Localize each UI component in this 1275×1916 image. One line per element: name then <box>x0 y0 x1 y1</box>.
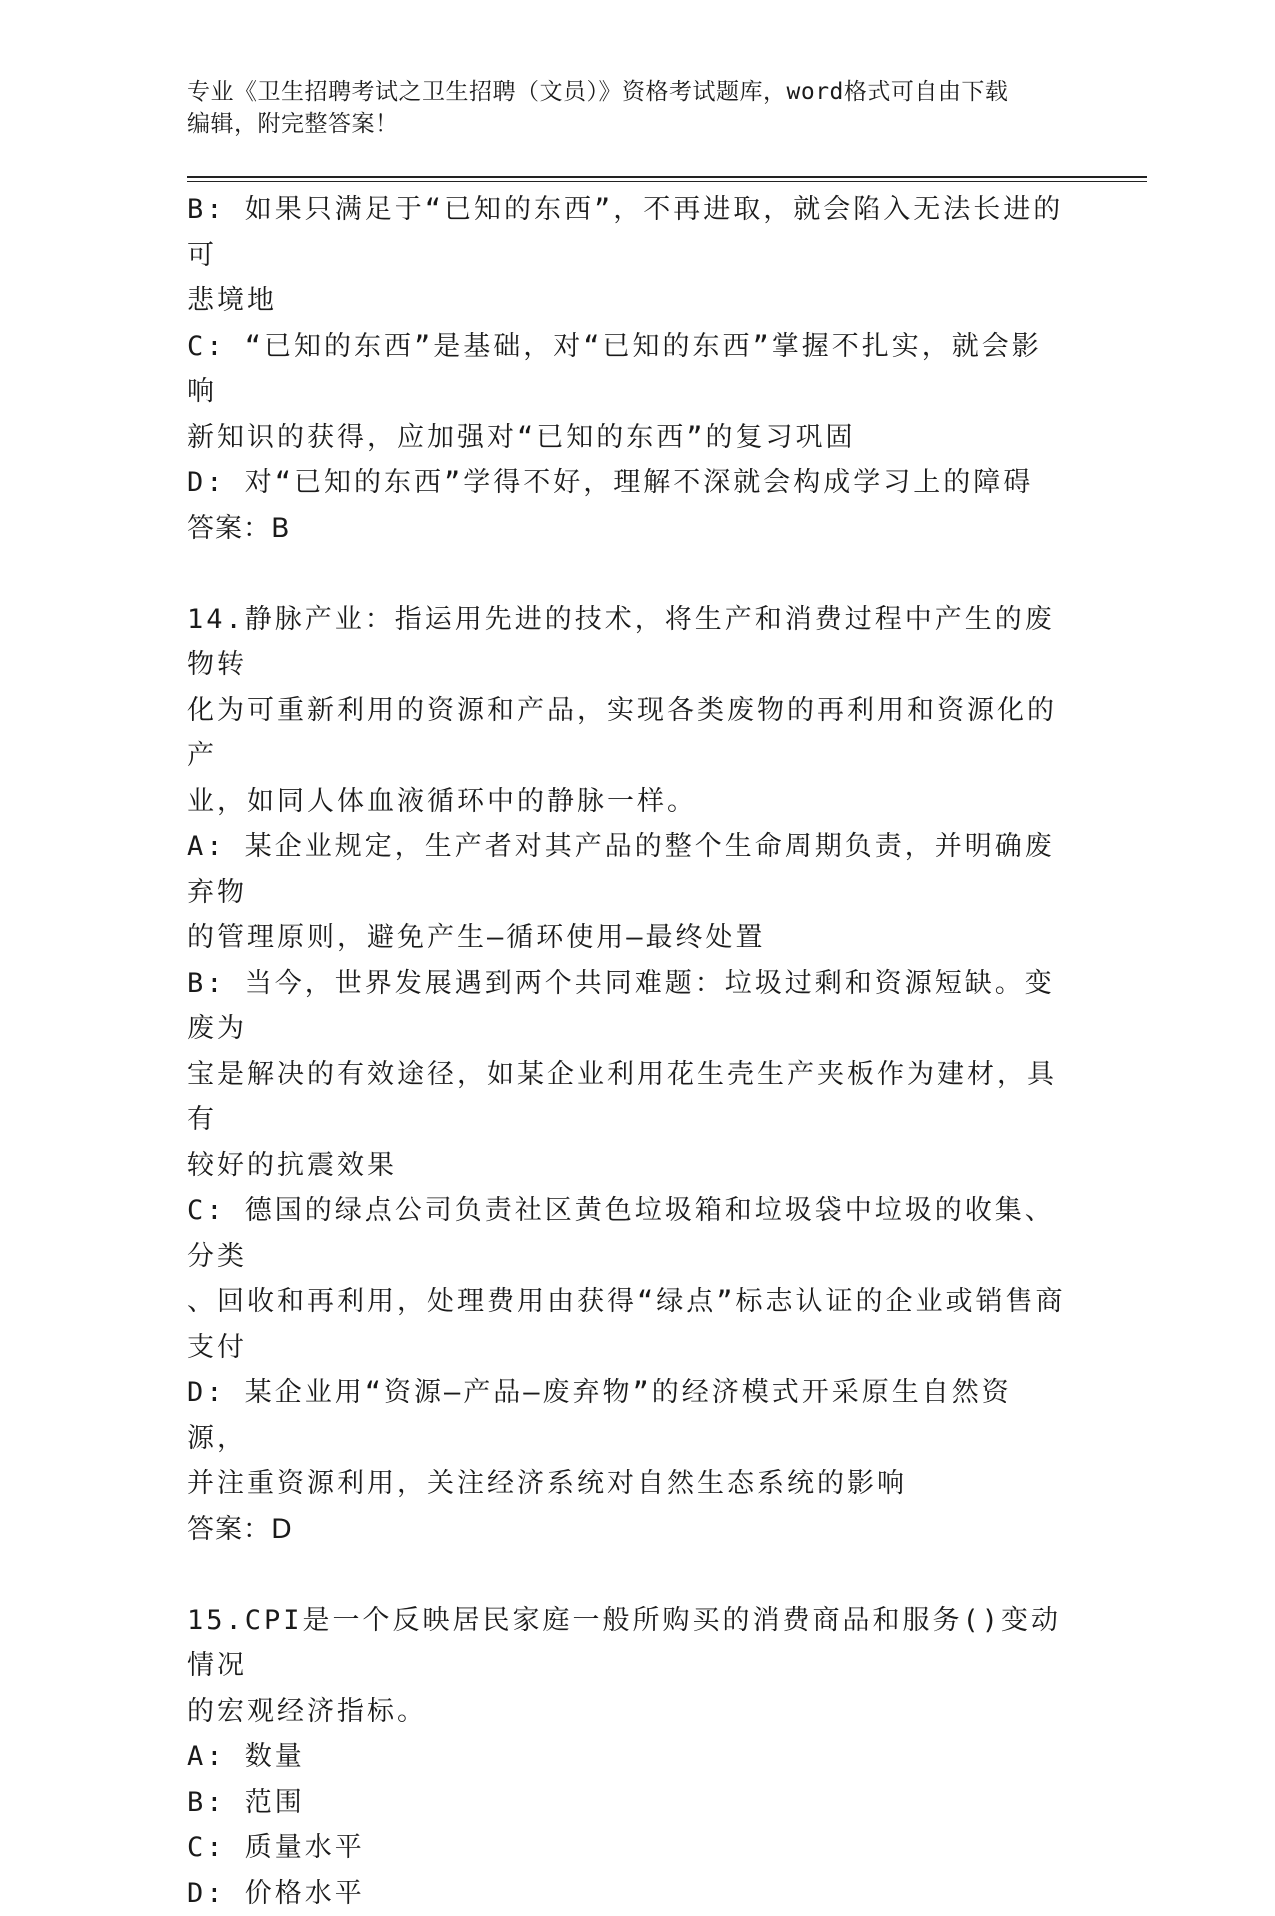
option-c: C: 质量水平 <box>187 1825 1067 1871</box>
header-line-2: 编辑，附完整答案！ <box>187 108 1067 140</box>
option-c-cont: 支付 <box>187 1325 1067 1371</box>
option-d-cont: 并注重资源利用，关注经济系统对自然生态系统的影响 <box>187 1461 1067 1507</box>
option-a-cont: 的管理原则，避免产生—循环使用—最终处置 <box>187 915 1067 961</box>
question-stem: 14.静脉产业：指运用先进的技术，将生产和消费过程中产生的废物转 <box>187 597 1067 688</box>
document-header <box>187 76 1067 140</box>
option-c-cont: 新知识的获得，应加强对“已知的东西”的复习巩固 <box>187 415 1067 461</box>
question-15 <box>187 1598 1067 1916</box>
option-b-cont: 宝是解决的有效途径，如某企业利用花生壳生产夹板作为建材，具有 <box>187 1052 1067 1143</box>
question-13-continued <box>187 187 1067 551</box>
header-line-1: 专业《卫生招聘考试之卫生招聘（文员）》资格考试题库，word格式可自由下载 <box>187 76 1067 108</box>
option-b: B: 当今，世界发展遇到两个共同难题：垃圾过剩和资源短缺。变废为 <box>187 961 1067 1052</box>
option-b: B: 如果只满足于“已知的东西”，不再进取，就会陷入无法长进的可 <box>187 187 1067 278</box>
spacer <box>187 551 1067 597</box>
question-stem-cont: 业，如同人体血液循环中的静脉一样。 <box>187 779 1067 825</box>
question-content <box>187 187 1067 1916</box>
document-page <box>187 0 1147 1650</box>
option-d: D: 某企业用“资源—产品—废弃物”的经济模式开采原生自然资源， <box>187 1370 1067 1461</box>
option-c: C: “已知的东西”是基础，对“已知的东西”掌握不扎实，就会影响 <box>187 324 1067 415</box>
option-c-cont: 、回收和再利用，处理费用由获得“绿点”标志认证的企业或销售商 <box>187 1279 1067 1325</box>
spacer <box>187 1552 1067 1598</box>
header-divider-thin <box>187 181 1147 182</box>
option-d: D: 价格水平 <box>187 1871 1067 1916</box>
option-b-cont: 较好的抗震效果 <box>187 1143 1067 1189</box>
option-a: A: 数量 <box>187 1734 1067 1780</box>
question-stem: 15.CPI是一个反映居民家庭一般所购买的消费商品和服务()变动情况 <box>187 1598 1067 1689</box>
answer-label: 答案：B <box>187 506 1067 552</box>
question-stem-cont: 化为可重新利用的资源和产品，实现各类废物的再利用和资源化的产 <box>187 688 1067 779</box>
question-14 <box>187 597 1067 1553</box>
option-b: B: 范围 <box>187 1780 1067 1826</box>
option-d: D: 对“已知的东西”学得不好，理解不深就会构成学习上的障碍 <box>187 460 1067 506</box>
option-c: C: 德国的绿点公司负责社区黄色垃圾箱和垃圾袋中垃圾的收集、分类 <box>187 1188 1067 1279</box>
answer-label: 答案：D <box>187 1507 1067 1553</box>
option-b-cont: 悲境地 <box>187 278 1067 324</box>
question-stem-cont: 的宏观经济指标。 <box>187 1689 1067 1735</box>
header-divider-thick <box>187 176 1147 178</box>
option-a: A: 某企业规定，生产者对其产品的整个生命周期负责，并明确废弃物 <box>187 824 1067 915</box>
